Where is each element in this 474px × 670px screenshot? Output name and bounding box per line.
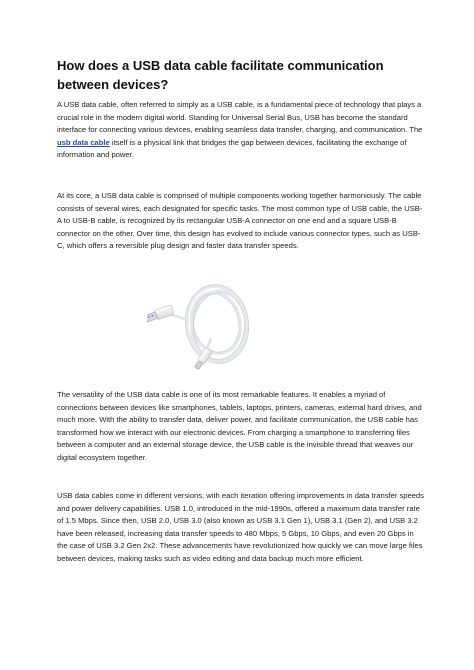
versions-paragraph: USB data cables come in different versions, with each iteration offering improvements in data transfer speeds and power delivery capabilities. USB 1.0, introduced in the mid-1990s, offered a maximum data transfer rate of 1.5 Mbps. Since then, USB 2.0, USB 3.0 (also known as USB 3.1 Gen 1), USB 3.1 (Gen 2), and USB 3.2 have been released, increasing data transfer speeds to 480 Mbps, 5 Gbps, 10 Gbps, and even 20 Gbps in the case of USB 3.2 Gen 2x2. These advancements have revolutionized how quickly we can move large files between devices, making tasks such as video editing and data backup much more efficient. (57, 491, 424, 563)
intro-text-after: itself is a physical link that bridges the gap between devices, facilitating the exchange of information and power. (57, 137, 407, 160)
components-paragraph: At its core, a USB data cable is comprised of multiple components working together harmoniously. The cable consists of several wires, each designated for specific tasks. The most common type of USB cable, the USB-A to USB-B cable, is recognized by its rectangular USB-A connector on one end and a square USB-B connector on the other. Over time, this design has evolved to include various connector types, such as USB-C, which offers a reversible plug design and faster data transfer speeds. (57, 191, 423, 251)
versatility-paragraph: The versatility of the USB data cable is one of its most remarkable features. It enables a myriad of connections between devices like smartphones, tablets, laptops, printers, cameras, external hard drives, and much more. With the ability to transfer data, deliver power, and facilitate communication, the USB cable has transformed how we interact with our electronic devices. From charging a smartphone to transferring files between a computer and an external storage device, the USB cable is the invisible thread that weaves our digital ecosystem together. (57, 390, 422, 462)
intro-text-before: A USB data cable, often referred to simply as a USB cable, is a fundamental piece of technology that plays a crucial role in the modern digital world. Standing for Universal Serial Bus, USB has become the standard interface for connecting various devices, enabling seamless data transfer, charging, and communication. The (57, 100, 423, 135)
page-title: How does a USB data cable facilitate communication between devices? (57, 58, 384, 92)
usb-data-cable-link[interactable]: usb data cable (57, 137, 110, 147)
usb-cable-image (147, 276, 267, 376)
intro-paragraph (57, 99, 425, 162)
